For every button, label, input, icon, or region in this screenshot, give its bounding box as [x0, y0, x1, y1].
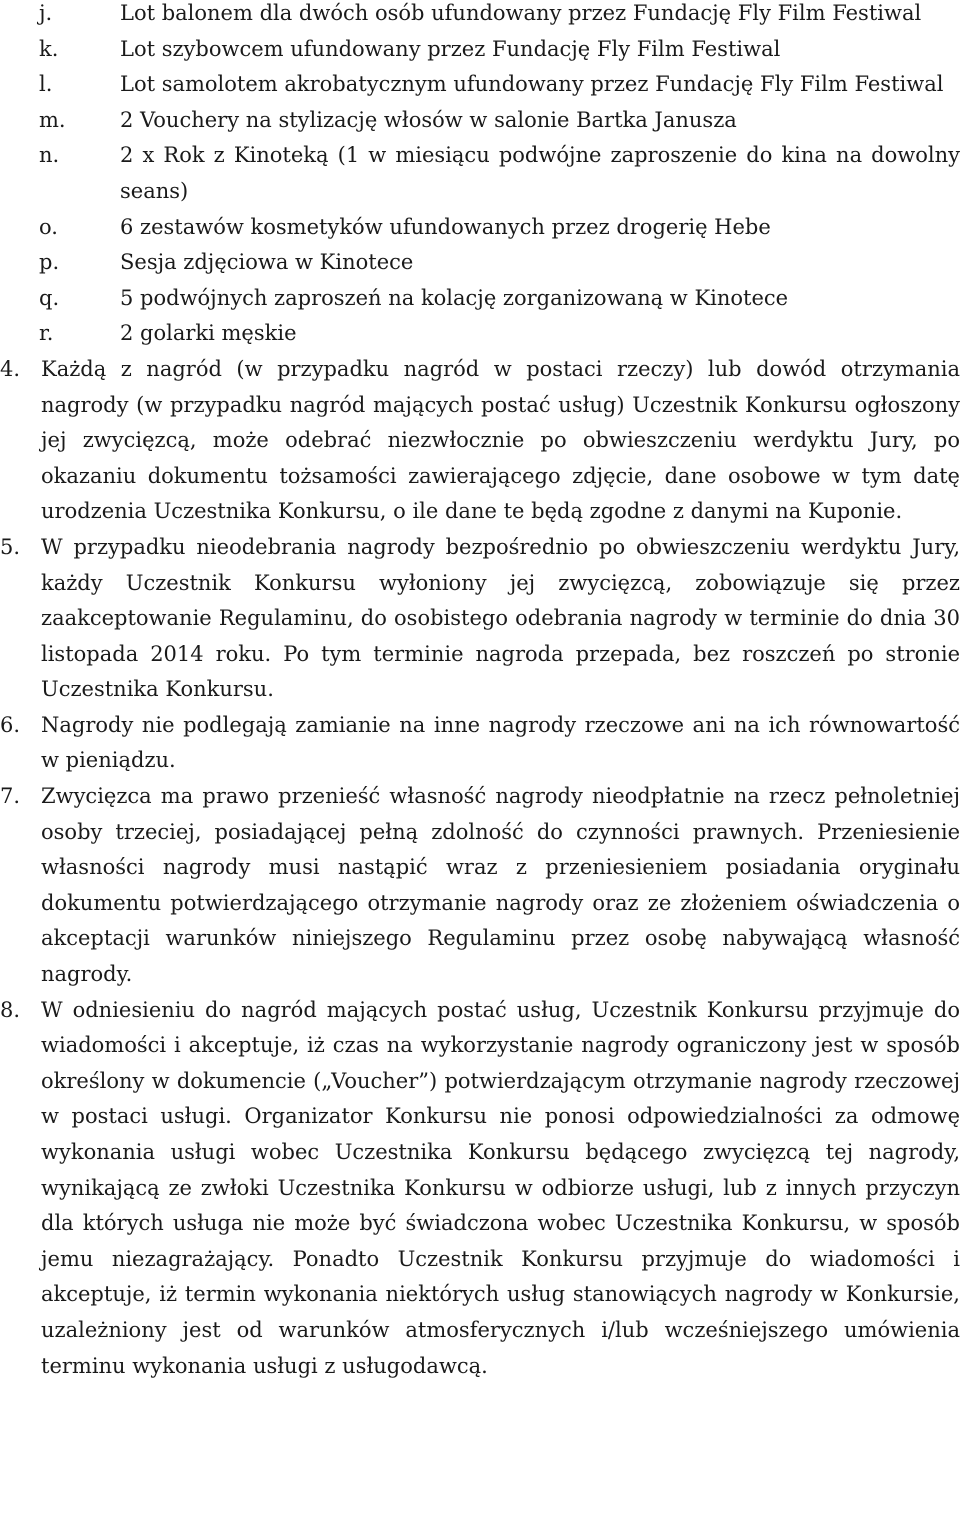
paragraph-number: 4.	[0, 356, 21, 381]
list-marker: q.	[39, 285, 60, 310]
list-item	[0, 103, 960, 139]
paragraph-text: Każdą z nagród (w przypadku nagród w postaci rzeczy) lub dowód otrzymania nagrody (w przypadku nagród mających postać usług) Uczestnik Konkursu ogłoszony jej zwycięzcą, może odebrać niezwłocznie po obwieszczeniu werdyktu Jury, po okazaniu dokumentu tożsamości zawierającego zdjęcie, dane osobowe w tym datę urodzenia Uczestnika Konkursu, o ile dane te będą zgodne z danymi na Kuponie.	[41, 356, 960, 524]
list-item-text: Lot szybowcem ufundowany przez Fundację Fly Film Festiwal	[120, 36, 781, 61]
list-marker: m.	[39, 107, 66, 132]
list-item-text: Sesja zdjęciowa w Kinotece	[120, 250, 414, 275]
paragraph-number: 7.	[0, 784, 21, 809]
list-item-text: 6 zestawów kosmetyków ufundowanych przez drogerię Hebe	[120, 214, 771, 239]
list-item	[0, 67, 960, 103]
list-marker: l.	[39, 72, 53, 97]
list-item-text: 2 x Rok z Kinoteką (1 w miesiącu podwójne zaproszenie do kina na dowolny seans)	[120, 143, 960, 203]
list-marker: n.	[39, 143, 60, 168]
list-item	[0, 0, 960, 32]
list-item-text: 5 podwójnych zaproszeń na kolację zorganizowaną w Kinotece	[120, 285, 789, 310]
list-item-text: Lot balonem dla dwóch osób ufundowany przez Fundację Fly Film Festiwal	[120, 1, 922, 25]
list-item	[0, 245, 960, 281]
list-item-text: Lot samolotem akrobatycznym ufundowany przez Fundację Fly Film Festiwal	[120, 72, 944, 97]
list-item-text: 2 golarki męskie	[120, 321, 297, 346]
paragraph-text: W odniesieniu do nagród mających postać usług, Uczestnik Konkursu przyjmuje do wiadomości i akceptuje, iż czas na wykorzystanie nagrody ograniczony jest w sposób określony w dokumencie („Voucher”) potwierdzającym otrzymanie nagrody rzeczowej w postaci usługi. Organizator Konkursu nie ponosi odpowiedzialności za odmowę wykonania usługi wobec Uczestnika Konkursu będącego zwycięzcą tej nagrody, wynikającą ze zwłoki Uczestnika Konkursu w odbiorze usługi, lub z innych przyczyn dla których usługa nie może być świadczona wobec Uczestnika Konkursu, w sposób jemu niezagrażający. Ponadto Uczestnik Konkursu przyjmuje do wiadomości i akceptuje, iż termin wykonania niektórych usług stanowiących nagrody w Konkursie, uzależniony jest od warunków atmosferycznych i/lub wcześniejszego umówienia terminu wykonania usługi z usługodawcą.	[41, 997, 960, 1378]
numbered-paragraph	[0, 993, 960, 1385]
list-item	[0, 138, 960, 209]
list-marker: j.	[39, 1, 53, 25]
paragraph-text: W przypadku nieodebrania nagrody bezpośrednio po obwieszczeniu werdyktu Jury, każdy Uczestnik Konkursu wyłoniony jej zwycięzcą, zobowiązuje się przez zaakceptowanie Regulaminu, do osobistego odebrania nagrody w terminie do dnia 30 listopada 2014 roku. Po tym terminie nagroda przepada, bez roszczeń po stronie Uczestnika Konkursu.	[41, 534, 960, 702]
paragraph-number: 5.	[0, 534, 21, 559]
list-item	[0, 32, 960, 68]
numbered-paragraph	[0, 530, 960, 708]
list-marker: k.	[39, 36, 59, 61]
list-item	[0, 210, 960, 246]
numbered-paragraph	[0, 779, 960, 993]
list-item	[0, 316, 960, 352]
list-marker: r.	[39, 321, 54, 346]
list-item	[0, 281, 960, 317]
paragraph-number: 6.	[0, 712, 21, 737]
list-marker: o.	[39, 214, 58, 239]
paragraph-text: Zwycięzca ma prawo przenieść własność nagrody nieodpłatnie na rzecz pełnoletniej osoby trzeciej, posiadającej pełną zdolność do czynności prawnych. Przeniesienie własności nagrody musi nastąpić wraz z przeniesieniem posiadania oryginału dokumentu potwierdzającego otrzymanie nagrody oraz ze złożeniem oświadczenia o akceptacji warunków niniejszego Regulaminu przez osobę nabywającą własność nagrody.	[41, 784, 960, 987]
paragraph-number: 8.	[0, 997, 21, 1022]
list-item-text: 2 Vouchery na stylizację włosów w salonie Bartka Janusza	[120, 107, 737, 132]
numbered-paragraph	[0, 352, 960, 530]
numbered-paragraph	[0, 708, 960, 779]
list-marker: p.	[39, 250, 60, 275]
paragraph-text: Nagrody nie podlegają zamianie na inne nagrody rzeczowe ani na ich równowartość w pieniądzu.	[41, 712, 960, 773]
